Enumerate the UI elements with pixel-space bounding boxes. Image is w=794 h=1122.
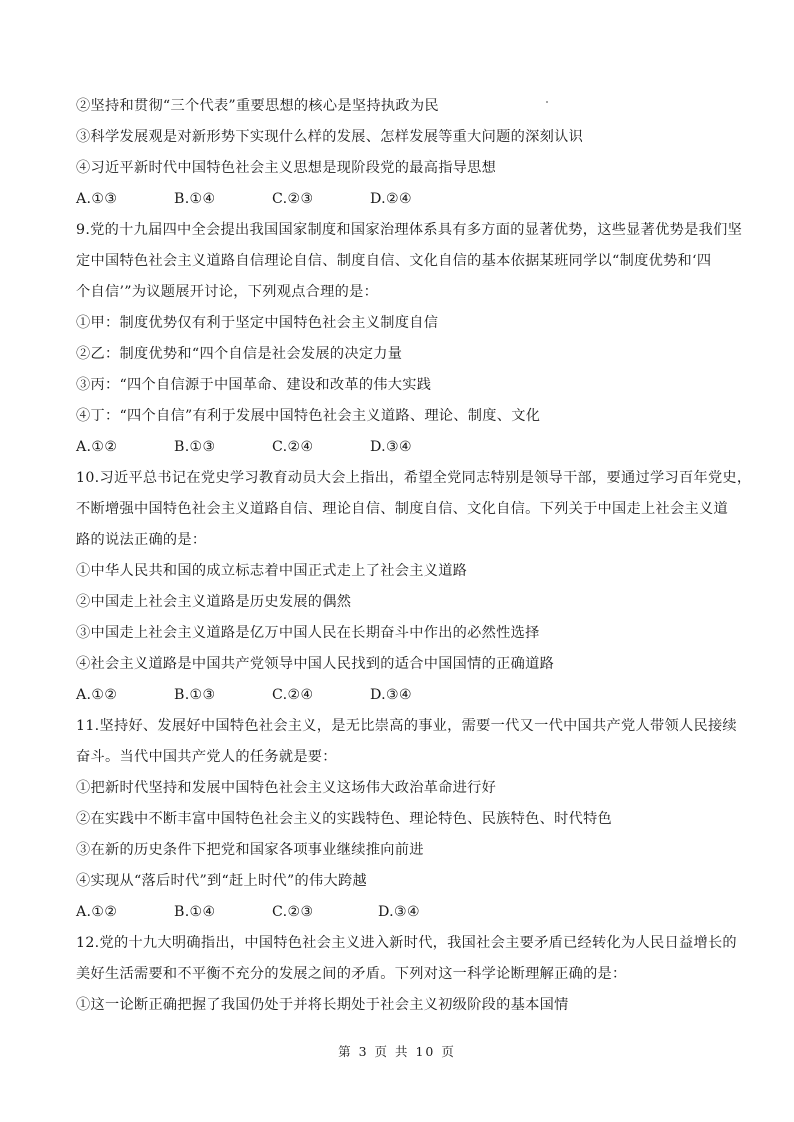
text-line: ④社会主义道路是中国共产党领导中国人民找到的适合中国国情的正确道路 [76, 656, 555, 672]
answer-option: C.②③ [272, 191, 314, 207]
text-line: 12.党的十九大明确指出，中国特色社会主义进入新时代，我国社会主要矛盾已经转化为人民日益增长的 [76, 935, 737, 951]
answer-option: B.①③ [174, 687, 216, 703]
answer-options [76, 902, 726, 933]
answer-option: A.①② [76, 904, 118, 920]
page-content [76, 96, 752, 1026]
answer-option: D.③④ [378, 904, 421, 920]
text-line: 不断增强中国特色社会主义道路自信、理论自信、制度自信、文化自信。下列关于中国走上社会主义道 [76, 501, 728, 517]
text-line: ①甲：制度优势仅有利于坚定中国特色社会主义制度自信 [76, 315, 439, 331]
text-line: 定中国特色社会主义道路自信理论自信、制度自信、文化自信的基本依据某班同学以“制度优势和‘四 [76, 253, 712, 269]
text-line: 11.坚持好、发展好中国特色社会主义，是无比崇高的事业，需要一代又一代中国共产党人带领人民接续 [76, 718, 737, 734]
answer-option: D.③④ [370, 439, 413, 455]
text-line: ②乙：制度优势和“四个自信是社会发展的决定力量 [76, 346, 403, 362]
answer-option: A.①② [76, 687, 118, 703]
answer-options [76, 189, 726, 220]
text-line: ④丁：“四个自信”有利于发展中国特色社会主义道路、理论、制度、文化 [76, 408, 541, 424]
text-line: 路的说法正确的是： [76, 532, 207, 548]
text-line: ②在实践中不断丰富中国特色社会主义的实践特色、理论特色、民族特色、时代特色 [76, 811, 613, 827]
answer-option: A.①③ [76, 191, 118, 207]
text-line: ③中国走上社会主义道路是亿万中国人民在长期奋斗中作出的必然性选择 [76, 625, 540, 641]
answer-option: B.①③ [174, 439, 216, 455]
text-line: ②中国走上社会主义道路是历史发展的偶然 [76, 594, 352, 610]
answer-option: D.③④ [370, 687, 413, 703]
answer-option: C.②④ [272, 439, 314, 455]
answer-options [76, 437, 726, 468]
text-line: 10.习近平总书记在党史学习教育动员大会上指出，希望全党同志特别是领导干部，要通过学习百年党史， [76, 470, 752, 486]
text-line: ①中华人民共和国的成立标志着中国正式走上了社会主义道路 [76, 563, 468, 579]
answer-option: B.①④ [174, 904, 216, 920]
text-line: 奋斗。当代中国共产党人的任务就是要： [76, 749, 337, 765]
answer-option: D.②④ [370, 191, 413, 207]
text-line: 美好生活需要和不平衡不充分的发展之间的矛盾。下列对这一科学论断理解正确的是： [76, 966, 627, 982]
text-line: ①这一论断正确把握了我国仍处于并将长期处于社会主义初级阶段的基本国情 [76, 997, 569, 1013]
answer-option: C.②③ [272, 904, 314, 920]
page-footer: 第 3 页 共 10 页 [338, 1044, 456, 1059]
text-line: 个自信’”为议题展开讨论，下列观点合理的是： [76, 284, 379, 300]
text-line: ③丙：“四个自信源于中国革命、建设和改革的伟大实践 [76, 377, 432, 393]
text-line: ④习近平新时代中国特色社会主义思想是现阶段党的最高指导思想 [76, 160, 497, 176]
answer-option: B.①④ [174, 191, 216, 207]
text-line: ①把新时代坚持和发展中国特色社会主义这场伟大政治革命进行好 [76, 780, 497, 796]
text-line: 9.党的十九届四中全会提出我国国家制度和国家治理体系具有多方面的显著优势，这些显著优势是我们坚 [76, 222, 743, 238]
text-line: ④实现从“落后时代”到“赶上时代”的伟大跨越 [76, 873, 367, 889]
text-line: ②坚持和贯彻“三个代表”重要思想的核心是坚持执政为民 [76, 98, 439, 114]
answer-options [76, 685, 726, 716]
answer-option: A.①② [76, 439, 118, 455]
text-line: ③在新的历史条件下把党和国家各项事业继续推向前进 [76, 842, 424, 858]
text-line: ③科学发展观是对新形势下实现什么样的发展、怎样发展等重大问题的深刻认识 [76, 129, 584, 145]
answer-option: C.②④ [272, 687, 314, 703]
